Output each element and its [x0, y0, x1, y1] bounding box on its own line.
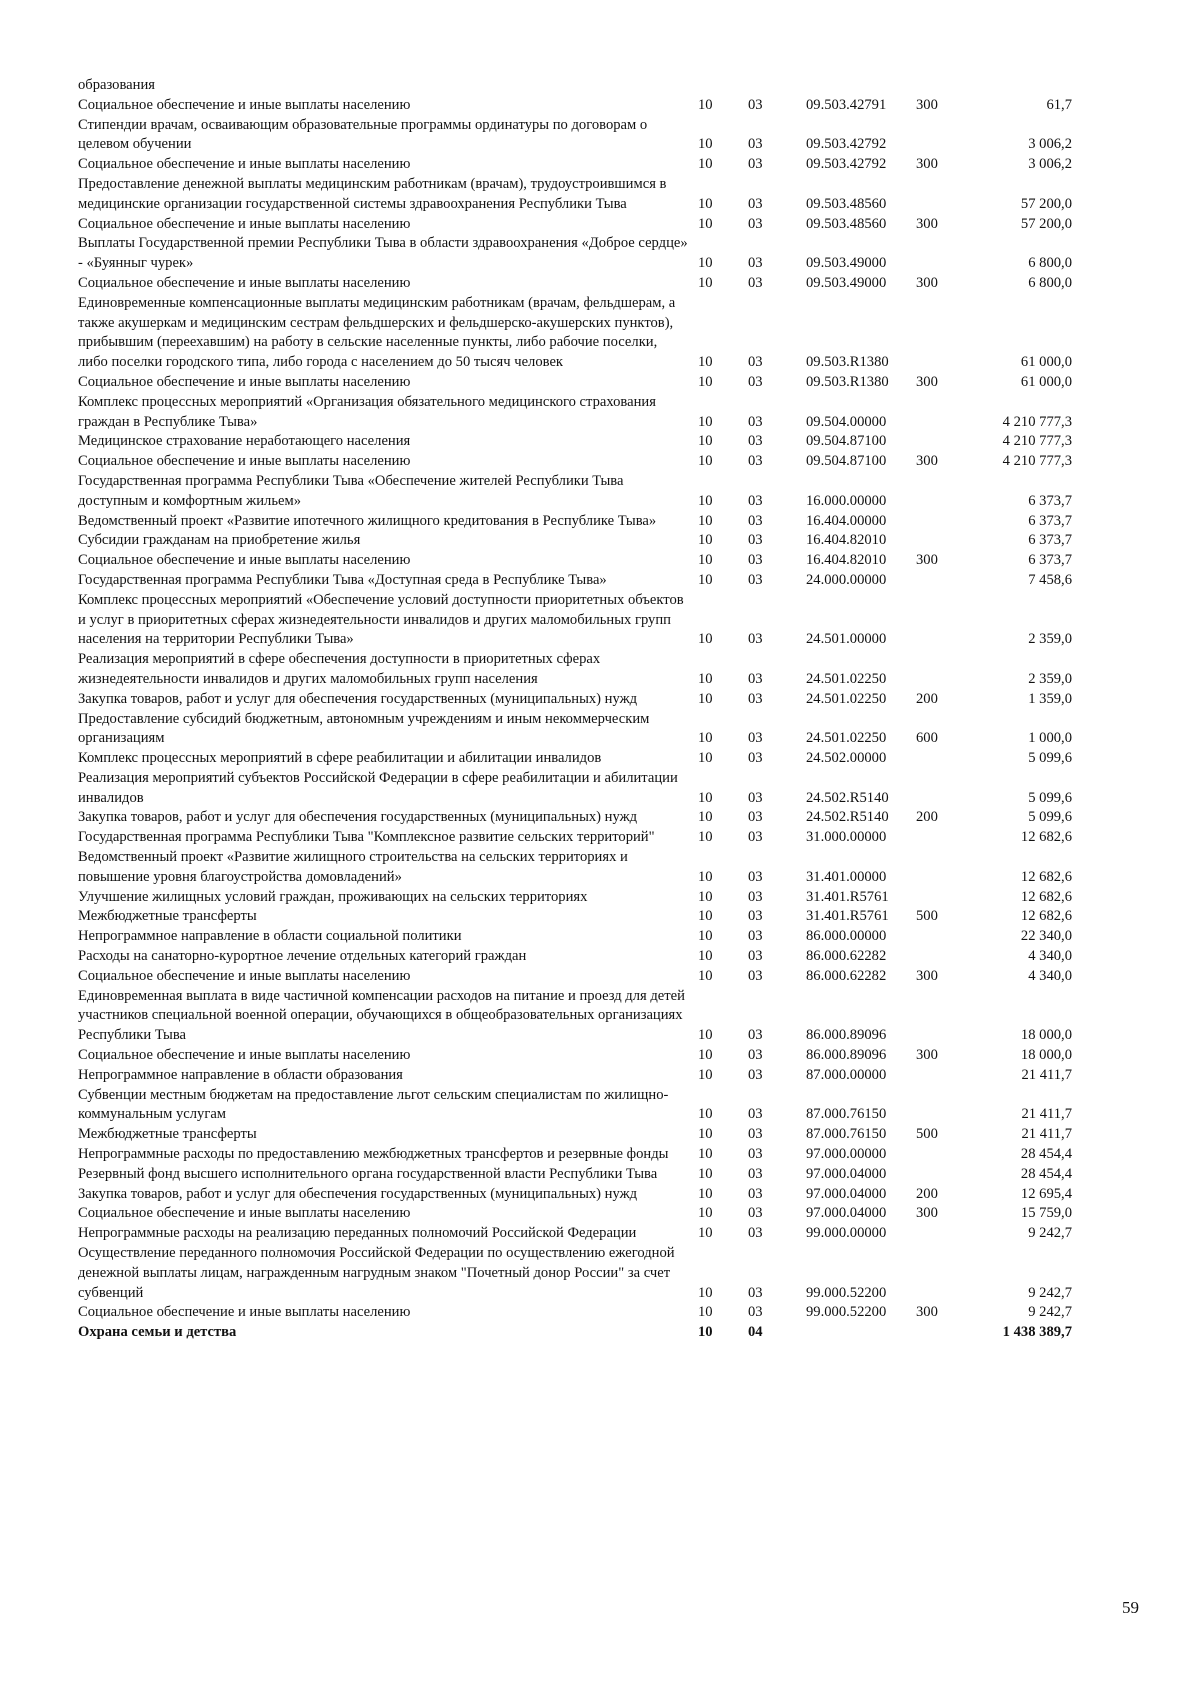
amount: 1 000,0	[1028, 730, 1072, 747]
row-name: Предоставление субсидий бюджетным, автономным учреждениям и иным некоммерческим организациям	[78, 710, 650, 747]
section-code: 10	[698, 1126, 713, 1143]
section-code: 10	[698, 928, 713, 945]
section-code: 10	[698, 571, 713, 588]
expense-type-code: 300	[916, 96, 938, 113]
table-row	[78, 927, 1118, 947]
table-row	[78, 1066, 1118, 1086]
amount: 12 682,6	[1020, 868, 1072, 885]
table-row	[78, 1303, 1118, 1323]
table-row	[78, 116, 1118, 156]
row-name: Комплекс процессных мероприятий «Обеспечение условий доступности приоритетных объектов и услуг в приоритетных сферах жизнедеятельности инвалидов и других маломобильных групп населения на территории Республики Тыва»	[78, 591, 684, 648]
table-row	[78, 234, 1118, 274]
subsection-code: 03	[748, 1185, 763, 1202]
row-name: Социальное обеспечение и иные выплаты населению	[78, 967, 411, 984]
subsection-code: 03	[748, 1106, 763, 1123]
amount: 61 000,0	[1020, 373, 1072, 390]
section-code: 10	[698, 1106, 713, 1123]
amount: 21 411,7	[1021, 1066, 1072, 1083]
subsection-code: 03	[748, 948, 763, 965]
subsection-code: 03	[748, 1027, 763, 1044]
page-number: 59	[1122, 1598, 1139, 1617]
target-article-code: 16.404.82010	[806, 552, 887, 569]
section-code: 10	[698, 492, 713, 509]
expense-type-code: 500	[916, 1126, 938, 1143]
section-code: 10	[698, 888, 713, 905]
subsection-code: 03	[748, 809, 763, 826]
subsection-code: 03	[748, 1126, 763, 1143]
target-article-code: 09.503.42792	[806, 156, 887, 173]
expense-type-code: 300	[916, 453, 938, 470]
section-code: 10	[698, 512, 713, 529]
row-name: Ведомственный проект «Развитие ипотечного жилищного кредитования в Республике Тыва»	[78, 512, 657, 529]
table-row	[78, 1224, 1118, 1244]
table-row	[78, 1125, 1118, 1145]
amount: 6 800,0	[1028, 255, 1072, 272]
section-code: 10	[698, 809, 713, 826]
amount: 9 242,7	[1028, 1304, 1072, 1321]
table-row	[78, 808, 1118, 828]
amount: 5 099,6	[1028, 809, 1072, 826]
section-code: 10	[698, 908, 713, 925]
subsection-code: 03	[748, 156, 763, 173]
amount: 5 099,6	[1028, 789, 1072, 806]
row-name: Непрограммное направление в области социальной политики	[78, 928, 462, 945]
section-code: 10	[698, 1027, 713, 1044]
table-row	[78, 531, 1118, 551]
table-row	[78, 512, 1118, 532]
subsection-code: 03	[748, 373, 763, 390]
row-name: Государственная программа Республики Тыва «Доступная среда в Республике Тыва»	[78, 571, 607, 588]
subsection-code: 03	[748, 1165, 763, 1182]
subsection-code: 03	[748, 967, 763, 984]
section-code: 10	[698, 1066, 713, 1083]
target-article-code: 09.504.87100	[806, 453, 887, 470]
row-name: Межбюджетные трансферты	[78, 908, 257, 925]
table-row	[78, 1145, 1118, 1165]
subsection-code: 03	[748, 492, 763, 509]
table-row	[78, 967, 1118, 987]
section-code: 10	[698, 413, 713, 430]
subsection-code: 03	[748, 1284, 763, 1301]
table-row	[78, 472, 1118, 512]
amount: 1 438 389,7	[1002, 1324, 1072, 1341]
subsection-code: 03	[748, 354, 763, 371]
expense-type-code: 300	[916, 1304, 938, 1321]
subsection-code: 03	[748, 532, 763, 549]
table-row	[78, 947, 1118, 967]
target-article-code: 86.000.62282	[806, 948, 887, 965]
subsection-code: 03	[748, 215, 763, 232]
table-row	[78, 690, 1118, 710]
amount: 57 200,0	[1020, 215, 1072, 232]
expense-type-code: 200	[916, 1185, 938, 1202]
section-code: 10	[698, 354, 713, 371]
amount: 2 359,0	[1028, 631, 1072, 648]
amount: 28 454,4	[1020, 1146, 1072, 1163]
amount: 3 006,2	[1028, 156, 1072, 173]
table-row	[78, 1046, 1118, 1066]
target-article-code: 24.502.R5140	[806, 789, 889, 806]
subsection-code: 03	[748, 96, 763, 113]
row-name: Социальное обеспечение и иные выплаты населению	[78, 552, 411, 569]
table-row	[78, 749, 1118, 769]
target-article-code: 16.404.82010	[806, 532, 887, 549]
target-article-code: 24.000.00000	[806, 571, 887, 588]
target-article-code: 86.000.62282	[806, 967, 887, 984]
target-article-code: 31.000.00000	[806, 829, 887, 846]
target-article-code: 16.000.00000	[806, 492, 887, 509]
table-row	[78, 571, 1118, 591]
table-row	[78, 591, 1118, 650]
amount: 61 000,0	[1020, 354, 1072, 371]
table-row	[78, 452, 1118, 472]
section-code: 10	[698, 1185, 713, 1202]
expense-type-code: 300	[916, 156, 938, 173]
table-row	[78, 987, 1118, 1046]
section-code: 10	[698, 274, 713, 291]
target-article-code: 09.504.87100	[806, 433, 887, 450]
expense-type-code: 300	[916, 1205, 938, 1222]
section-code: 10	[698, 1146, 713, 1163]
row-name: Выплаты Государственной премии Республики Тыва в области здравоохранения «Доброе сердце» - «Буянныг чурек»	[78, 235, 688, 272]
subsection-code: 03	[748, 1066, 763, 1083]
table-row	[78, 294, 1118, 373]
amount: 12 682,6	[1020, 888, 1072, 905]
row-name: Резервный фонд высшего исполнительного органа государственной власти Республики Тыва	[78, 1165, 658, 1182]
row-name: Социальное обеспечение и иные выплаты населению	[78, 373, 411, 390]
expense-type-code: 200	[916, 690, 938, 707]
amount: 1 359,0	[1028, 690, 1072, 707]
section-code: 10	[698, 195, 713, 212]
row-name: Предоставление денежной выплаты медицинским работникам (врачам), трудоустроившимся в медицинские организации государственной системы здравоохранения Республики Тыва	[78, 175, 667, 212]
target-article-code: 09.503.42792	[806, 136, 887, 153]
amount: 9 242,7	[1028, 1284, 1072, 1301]
table-row	[78, 650, 1118, 690]
section-code: 10	[698, 136, 713, 153]
subsection-code: 03	[748, 670, 763, 687]
table-row	[78, 769, 1118, 809]
row-name: Субсидии гражданам на приобретение жилья	[78, 532, 361, 549]
target-article-code: 97.000.04000	[806, 1205, 887, 1222]
table-row	[78, 710, 1118, 750]
amount: 9 242,7	[1028, 1225, 1072, 1242]
target-article-code: 31.401.00000	[806, 868, 887, 885]
target-article-code: 99.000.52200	[806, 1284, 887, 1301]
amount: 12 695,4	[1020, 1185, 1072, 1202]
target-article-code: 24.502.00000	[806, 750, 887, 767]
subsection-code: 03	[748, 433, 763, 450]
section-code: 10	[698, 967, 713, 984]
row-name: Закупка товаров, работ и услуг для обеспечения государственных (муниципальных) нужд	[78, 690, 638, 707]
section-code: 10	[698, 1047, 713, 1064]
section-code: 10	[698, 750, 713, 767]
subsection-code: 03	[748, 868, 763, 885]
row-name: Социальное обеспечение и иные выплаты населению	[78, 274, 411, 291]
amount: 3 006,2	[1028, 136, 1072, 153]
subsection-code: 03	[748, 631, 763, 648]
amount: 6 373,7	[1028, 532, 1072, 549]
table-row	[78, 848, 1118, 888]
budget-table	[78, 76, 1118, 1343]
section-code: 10	[698, 433, 713, 450]
amount: 4 340,0	[1028, 948, 1072, 965]
amount: 4 210 777,3	[1002, 413, 1072, 430]
amount: 61,7	[1046, 96, 1072, 113]
amount: 4 210 777,3	[1002, 453, 1072, 470]
section-code: 10	[698, 453, 713, 470]
subsection-code: 03	[748, 888, 763, 905]
expense-type-code: 300	[916, 215, 938, 232]
section-code: 10	[698, 156, 713, 173]
section-code: 10	[698, 1324, 713, 1341]
section-code: 10	[698, 96, 713, 113]
row-name: Реализация мероприятий субъектов Российской Федерации в сфере реабилитации и абилитации инвалидов	[78, 769, 678, 806]
section-code: 10	[698, 1225, 713, 1242]
table-row	[78, 1165, 1118, 1185]
subsection-code: 03	[748, 512, 763, 529]
subsection-code: 03	[748, 413, 763, 430]
target-article-code: 24.501.02250	[806, 670, 887, 687]
section-code: 10	[698, 789, 713, 806]
amount: 5 099,6	[1028, 750, 1072, 767]
row-name: Единовременная выплата в виде частичной компенсации расходов на питание и проезд для детей участников специальной военной операции, обучающихся в общеобразовательных организациях Республики Тыва	[78, 987, 685, 1044]
target-article-code: 87.000.76150	[806, 1126, 887, 1143]
amount: 12 682,6	[1020, 908, 1072, 925]
expense-type-code: 300	[916, 552, 938, 569]
subsection-code: 03	[748, 1047, 763, 1064]
amount: 57 200,0	[1020, 195, 1072, 212]
table-row	[78, 888, 1118, 908]
table-row	[78, 828, 1118, 848]
amount: 6 800,0	[1028, 274, 1072, 291]
row-name: Социальное обеспечение и иные выплаты населению	[78, 453, 411, 470]
target-article-code: 86.000.89096	[806, 1027, 887, 1044]
subsection-code: 03	[748, 552, 763, 569]
target-article-code: 09.503.48560	[806, 215, 887, 232]
row-name: Социальное обеспечение и иные выплаты населению	[78, 156, 411, 173]
table-row	[78, 274, 1118, 294]
row-name: образования	[78, 77, 155, 93]
subsection-code: 03	[748, 1205, 763, 1222]
subsection-code: 03	[748, 136, 763, 153]
table-row	[78, 393, 1118, 433]
row-name: Непрограммные расходы по предоставлению межбюджетных трансфертов и резервные фонды	[78, 1146, 669, 1163]
target-article-code: 31.401.R5761	[806, 908, 889, 925]
target-article-code: 09.504.00000	[806, 413, 887, 430]
section-code: 10	[698, 1165, 713, 1182]
target-article-code: 87.000.76150	[806, 1106, 887, 1123]
target-article-code: 24.501.02250	[806, 730, 887, 747]
target-article-code: 09.503.49000	[806, 274, 887, 291]
expense-type-code: 600	[916, 730, 938, 747]
subsection-code: 03	[748, 789, 763, 806]
table-row	[78, 1185, 1118, 1205]
table-row	[78, 1323, 1118, 1343]
amount: 21 411,7	[1021, 1126, 1072, 1143]
expense-type-code: 300	[916, 1047, 938, 1064]
amount: 6 373,7	[1028, 552, 1072, 569]
amount: 21 411,7	[1021, 1106, 1072, 1123]
section-code: 10	[698, 670, 713, 687]
expense-type-code: 300	[916, 967, 938, 984]
subsection-code: 03	[748, 1304, 763, 1321]
subsection-code: 03	[748, 730, 763, 747]
target-article-code: 99.000.52200	[806, 1304, 887, 1321]
row-name: Непрограммные расходы на реализацию переданных полномочий Российской Федерации	[78, 1225, 637, 1242]
row-name: Комплекс процессных мероприятий «Организация обязательного медицинского страхования граждан в Республике Тыва»	[78, 393, 656, 430]
section-code: 10	[698, 552, 713, 569]
subsection-code: 03	[748, 690, 763, 707]
amount: 28 454,4	[1020, 1165, 1072, 1182]
subsection-code: 03	[748, 571, 763, 588]
subsection-code: 03	[748, 928, 763, 945]
expense-type-code: 300	[916, 274, 938, 291]
target-article-code: 97.000.04000	[806, 1185, 887, 1202]
section-code: 10	[698, 631, 713, 648]
target-article-code: 09.503.R1380	[806, 373, 889, 390]
row-name: Реализация мероприятий в сфере обеспечения доступности в приоритетных сферах жизнедеятельности инвалидов и других маломобильных групп населения	[78, 651, 601, 687]
amount: 2 359,0	[1028, 670, 1072, 687]
subsection-code: 03	[748, 750, 763, 767]
subsection-code: 03	[748, 274, 763, 291]
target-article-code: 97.000.00000	[806, 1146, 887, 1163]
amount: 18 000,0	[1020, 1047, 1072, 1064]
section-code: 10	[698, 730, 713, 747]
amount: 12 682,6	[1020, 829, 1072, 846]
target-article-code: 16.404.00000	[806, 512, 887, 529]
section-code: 10	[698, 690, 713, 707]
target-article-code: 99.000.00000	[806, 1225, 887, 1242]
table-row	[78, 1204, 1118, 1224]
row-name: Охрана семьи и детства	[78, 1324, 237, 1341]
amount: 4 210 777,3	[1002, 433, 1072, 450]
row-name: Закупка товаров, работ и услуг для обеспечения государственных (муниципальных) нужд	[78, 809, 638, 826]
section-code: 10	[698, 1205, 713, 1222]
table-row	[78, 1086, 1118, 1126]
expense-type-code: 500	[916, 908, 938, 925]
target-article-code: 97.000.04000	[806, 1165, 887, 1182]
section-code: 10	[698, 1284, 713, 1301]
row-name: Медицинское страхование неработающего населения	[78, 433, 411, 450]
section-code: 10	[698, 948, 713, 965]
row-name: Социальное обеспечение и иные выплаты населению	[78, 1304, 411, 1321]
amount: 15 759,0	[1020, 1205, 1072, 1222]
row-name: Социальное обеспечение и иные выплаты населению	[78, 96, 411, 113]
row-name: Социальное обеспечение и иные выплаты населению	[78, 1205, 411, 1222]
row-name: Субвенции местным бюджетам на предоставление льгот сельским специалистам по жилищно-коммунальным услугам	[78, 1086, 669, 1123]
table-row	[78, 96, 1118, 116]
expense-type-code: 300	[916, 373, 938, 390]
table-row	[78, 76, 1118, 96]
row-name: Комплекс процессных мероприятий в сфере реабилитации и абилитации инвалидов	[78, 750, 602, 767]
row-name: Ведомственный проект «Развитие жилищного строительства на сельских территориях и повышение уровня благоустройства домовладений»	[78, 849, 628, 885]
subsection-code: 03	[748, 255, 763, 272]
table-row	[78, 175, 1118, 215]
target-article-code: 09.503.R1380	[806, 354, 889, 371]
subsection-code: 04	[748, 1324, 763, 1341]
table-row	[78, 215, 1118, 235]
row-name: Непрограммное направление в области образования	[78, 1066, 403, 1083]
target-article-code: 24.502.R5140	[806, 809, 889, 826]
row-name: Социальное обеспечение и иные выплаты населению	[78, 1047, 411, 1064]
subsection-code: 03	[748, 1146, 763, 1163]
section-code: 10	[698, 532, 713, 549]
row-name: Расходы на санаторно-курортное лечение отдельных категорий граждан	[78, 948, 527, 965]
row-name: Государственная программа Республики Тыва «Обеспечение жителей Республики Тыва доступным и комфортным жильем»	[78, 472, 624, 509]
row-name: Межбюджетные трансферты	[78, 1126, 257, 1143]
subsection-code: 03	[748, 453, 763, 470]
target-article-code: 24.501.00000	[806, 631, 887, 648]
target-article-code: 09.503.42791	[806, 96, 887, 113]
expense-type-code: 200	[916, 809, 938, 826]
section-code: 10	[698, 255, 713, 272]
amount: 4 340,0	[1028, 967, 1072, 984]
target-article-code: 09.503.48560	[806, 195, 887, 212]
row-name: Осуществление переданного полномочия Российской Федерации по осуществлению ежегодной денежной выплаты лицам, награжденным нагрудным знаком "Почетный донор России" за счет субвенций	[78, 1245, 675, 1301]
section-code: 10	[698, 373, 713, 390]
row-name: Стипендии врачам, осваивающим образовательные программы ординатуры по договорам о целевом обучении	[78, 116, 648, 153]
target-article-code: 09.503.49000	[806, 255, 887, 272]
amount: 22 340,0	[1020, 928, 1072, 945]
section-code: 10	[698, 868, 713, 885]
table-row	[78, 155, 1118, 175]
table-row	[78, 373, 1118, 393]
table-row	[78, 551, 1118, 571]
amount: 6 373,7	[1028, 492, 1072, 509]
target-article-code: 86.000.00000	[806, 928, 887, 945]
target-article-code: 31.401.R5761	[806, 888, 889, 905]
target-article-code: 87.000.00000	[806, 1066, 887, 1083]
table-row	[78, 432, 1118, 452]
row-name: Государственная программа Республики Тыва "Комплексное развитие сельских территорий"	[78, 829, 655, 846]
target-article-code: 24.501.02250	[806, 690, 887, 707]
row-name: Единовременные компенсационные выплаты медицинским работникам (врачам, фельдшерам, а также акушеркам и медицинским сестрам фельдшерских и фельдшерско-акушерских пунктов), прибывшим (переехавшим) на работу в сельские населенные пункты, либо рабочие поселки, либо поселки городского типа, либо города с населением до 50 тысяч человек	[78, 294, 676, 371]
subsection-code: 03	[748, 195, 763, 212]
section-code: 10	[698, 215, 713, 232]
subsection-code: 03	[748, 908, 763, 925]
row-name: Улучшение жилищных условий граждан, проживающих на сельских территориях	[78, 888, 588, 905]
subsection-code: 03	[748, 1225, 763, 1242]
row-name: Закупка товаров, работ и услуг для обеспечения государственных (муниципальных) нужд	[78, 1185, 638, 1202]
amount: 6 373,7	[1028, 512, 1072, 529]
row-name: Социальное обеспечение и иные выплаты населению	[78, 215, 411, 232]
amount: 18 000,0	[1020, 1027, 1072, 1044]
amount: 7 458,6	[1028, 571, 1072, 588]
table-row	[78, 1244, 1118, 1303]
section-code: 10	[698, 1304, 713, 1321]
target-article-code: 86.000.89096	[806, 1047, 887, 1064]
subsection-code: 03	[748, 829, 763, 846]
section-code: 10	[698, 829, 713, 846]
table-row	[78, 907, 1118, 927]
